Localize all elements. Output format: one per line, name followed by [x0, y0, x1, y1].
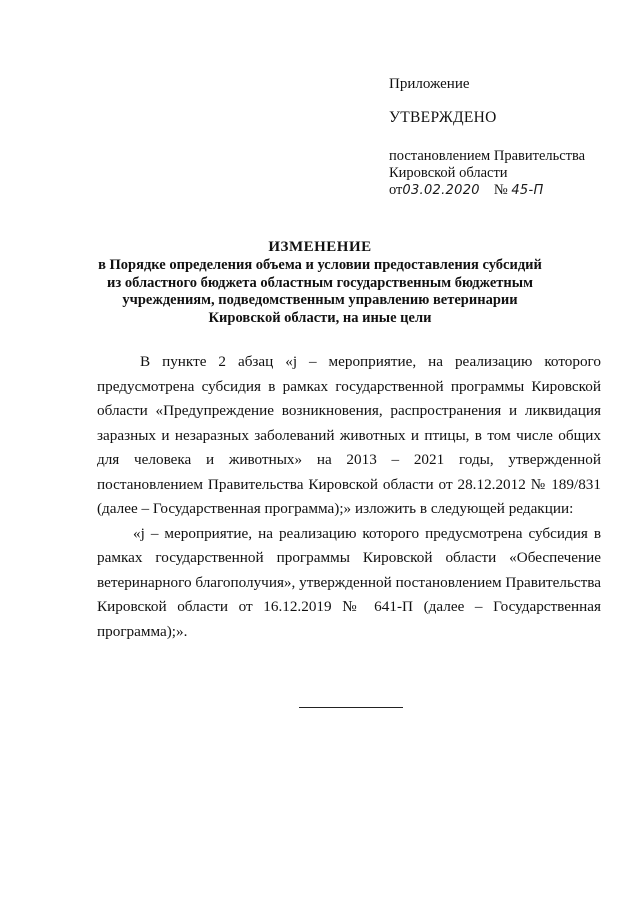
approved-stamp-text: УТВЕРЖДЕНО — [389, 109, 497, 126]
title-line-3: учреждениям, подведомственным управлению ветеринарии — [122, 292, 518, 308]
title-heading: ИЗМЕНЕНИЕ — [268, 239, 372, 255]
appendix-label: Приложение — [389, 76, 470, 92]
handwritten-date: 03.02.2020 — [402, 183, 480, 198]
document-title — [80, 239, 560, 327]
document-body — [97, 350, 601, 644]
resolution-line-1: постановлением Правительства — [389, 148, 586, 164]
resolution-date-line — [389, 182, 585, 199]
title-line-4: Кировской области, на иные цели — [208, 309, 432, 326]
closing-divider-line — [299, 707, 403, 708]
title-line-1: в Порядке определения объема и условии предоставления субсидий — [98, 257, 542, 273]
date-prefix: от — [389, 182, 403, 198]
resolution-reference — [389, 148, 585, 199]
title-line-2: из областного бюджета областным государственным бюджетным — [107, 274, 533, 291]
number-sign: № — [493, 182, 508, 198]
resolution-line-2: Кировской области — [389, 165, 508, 181]
handwritten-number: 45-П — [511, 183, 544, 198]
body-paragraph-2: «j – мероприятие, на реализацию которого предусмотрена субсидия в рамках государственной программы Кировской области «Обеспечение ветеринарного благополучия», утвержденной постановлением Правительства Кировской области от 16.12.2019 № 641-П (далее – Государственная программа);». — [97, 524, 601, 640]
body-paragraph-1: В пункте 2 абзац «j – мероприятие, на реализацию которого предусмотрена субсидия в рамках государственной программы Кировской области «Предупреждение возникновения, распространения и ликвидация заразных и незаразных заболеваний животных и птицы, в том числе общих для человека и животных» на 2013 – 2021 годы, утвержденной постановлением Правительства Кировской области от 28.12.2012 № 189/831 (далее – Государственная программа);» изложить в следующей редакции: — [97, 353, 601, 517]
